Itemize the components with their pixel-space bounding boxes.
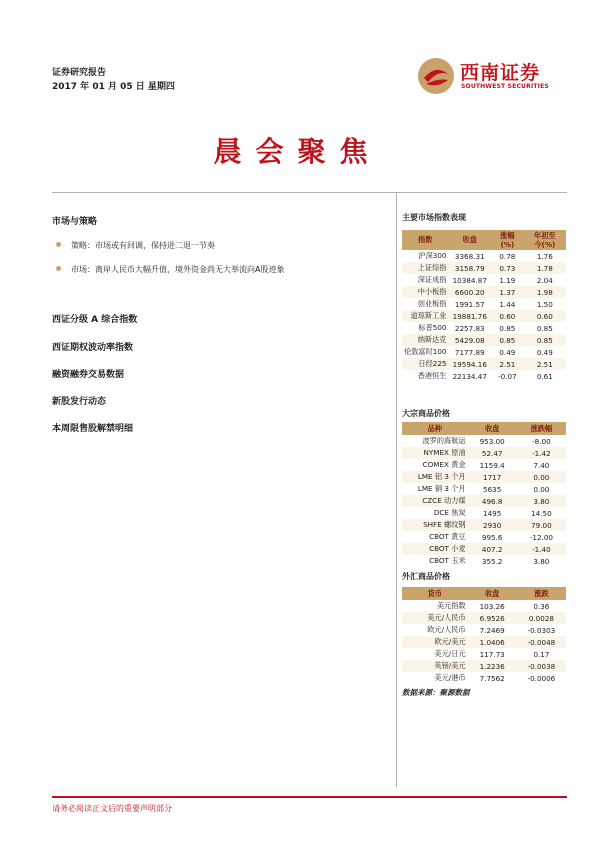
table-cell: 2.51	[491, 358, 524, 370]
table-row	[402, 507, 566, 519]
table-cell: SHFE 螺纹钢	[402, 519, 468, 531]
table-row	[402, 495, 566, 507]
table-row	[402, 250, 566, 262]
table-cell: 0.60	[524, 310, 566, 322]
table-row	[402, 660, 566, 672]
table-row	[402, 519, 566, 531]
footer-disclaimer: 请务必阅读正文后的重要声明部分	[52, 804, 172, 813]
table-cell: 355.2	[481, 556, 503, 566]
bullet-strategy	[56, 240, 215, 251]
header-divider	[52, 192, 567, 193]
table-cell: NYMEX 原油	[402, 447, 468, 459]
table-cell: 19881.76	[448, 310, 491, 322]
table-cell: 3.80	[517, 495, 566, 507]
report-header	[52, 66, 175, 94]
table-row	[402, 262, 566, 274]
report-type: 证券研究报告	[52, 68, 107, 78]
table-row	[402, 531, 566, 543]
table-cell: 美元/人民币	[402, 612, 468, 624]
table-cell: 1.50	[536, 299, 553, 309]
table-cell: 0.60	[491, 310, 524, 322]
table-cell: 美元/港币	[434, 673, 466, 682]
table-cell: CBOT 小麦	[402, 543, 468, 555]
table-cell: 1.78	[524, 262, 566, 274]
section-market-strategy: 市场与策略	[52, 217, 98, 227]
table-cell: 1.37	[491, 286, 524, 298]
table-row	[402, 322, 566, 334]
bullet-dot-icon	[56, 242, 61, 247]
table-cell: 创业板指	[417, 299, 447, 308]
indices-heading: 主要市场指数表现	[402, 213, 466, 222]
table-cell: 标普500	[418, 323, 447, 332]
table-cell: 0.85	[536, 323, 553, 333]
table-row	[402, 274, 566, 286]
table-row	[402, 435, 566, 447]
table-cell: 79.00	[517, 519, 566, 531]
table-cell: LME 铝 3 个月	[402, 471, 468, 483]
table-cell: 0.85	[491, 334, 524, 346]
table-cell: 0.49	[499, 347, 516, 357]
table-cell: 欧元/美元	[402, 636, 468, 648]
table-cell: 1495	[483, 508, 502, 518]
table-row	[402, 286, 566, 298]
table-cell: -0.07	[498, 371, 517, 381]
fx-table	[402, 587, 566, 684]
table-cell: 407.2	[468, 543, 517, 555]
table-cell: -0.0303	[527, 625, 556, 635]
table-row	[402, 555, 566, 567]
brand-name-en: SOUTHWEST SECURITIES	[461, 83, 549, 90]
table-row	[402, 612, 566, 624]
table-cell: 0.85	[524, 334, 566, 346]
table-cell: 496.8	[468, 495, 517, 507]
col-header: 收盘	[468, 422, 517, 435]
table-cell: CBOT 玉米	[429, 556, 466, 565]
table-cell: 995.6	[481, 532, 503, 542]
table-cell: 日经225	[402, 358, 448, 370]
table-cell: 1.44	[499, 299, 516, 309]
column-divider	[396, 192, 397, 787]
table-cell: 14.50	[531, 508, 552, 518]
table-cell: 1.0406	[468, 636, 517, 648]
table-cell: 6.9526	[468, 612, 517, 624]
table-row	[402, 471, 566, 483]
table-cell: 10384.87	[452, 275, 487, 285]
table-row	[402, 648, 566, 660]
table-cell: 52.47	[468, 447, 517, 459]
table-cell: -0.0038	[517, 660, 566, 672]
col-header: 涨跌幅	[517, 422, 566, 435]
table-cell: 英镑/美元	[402, 660, 468, 672]
table-row	[402, 459, 566, 471]
footer-divider	[52, 796, 567, 798]
table-cell: 沪深300	[418, 251, 447, 260]
table-cell: 0.85	[499, 323, 516, 333]
table-cell: 上证综指	[402, 262, 448, 274]
section-new-ipo[interactable]: 新股发行动态	[52, 397, 107, 407]
col-header: 年初至 今(%)	[524, 230, 566, 250]
table-cell: 7177.89	[454, 347, 485, 357]
table-cell: 117.73	[479, 649, 505, 659]
section-west-grade-a-index[interactable]: 西证分级 A 综合指数	[52, 315, 138, 325]
table-cell: 19594.16	[448, 358, 491, 370]
table-row	[402, 346, 566, 358]
table-row	[402, 636, 566, 648]
col-header: 涨跌	[517, 587, 566, 600]
fx-heading: 外汇商品价格	[402, 572, 450, 581]
table-row	[402, 447, 566, 459]
table-cell: 美元/日元	[434, 649, 466, 658]
table-cell: 0.17	[533, 649, 550, 659]
bullet-market-link[interactable]: 市场：离岸人民币大幅升值，境外资金尚无大举流向A股迹象	[71, 265, 285, 274]
table-cell: COMEX 黄金	[422, 460, 466, 469]
brand-name: 西南证券	[460, 62, 541, 84]
bullet-dot-icon	[56, 266, 61, 271]
table-row	[402, 483, 566, 495]
table-cell: 香港恒生	[417, 371, 447, 380]
table-cell: 1717	[468, 471, 517, 483]
table-cell: DCE 焦炭	[433, 508, 466, 517]
table-cell: 美元指数	[436, 601, 466, 610]
table-cell: 1.98	[524, 286, 566, 298]
table-cell: 伦敦富时100	[404, 347, 447, 356]
table-cell: -0.0048	[517, 636, 566, 648]
col-header: 货币	[402, 587, 468, 600]
section-margin-trading[interactable]: 融资融券交易数据	[52, 370, 125, 380]
report-date: 2017 年 01 月 05 日 星期四	[52, 82, 175, 92]
table-row	[402, 334, 566, 346]
table-row	[402, 358, 566, 370]
table-cell: 欧元/人民币	[427, 625, 466, 634]
table-cell: 1.19	[499, 275, 516, 285]
table-cell: 深证成指	[417, 275, 447, 284]
table-cell: 道琼斯工业	[402, 310, 448, 322]
table-cell: LME 铜 3 个月	[417, 484, 466, 493]
table-cell: 1.76	[536, 251, 553, 261]
table-cell: 2.04	[536, 275, 553, 285]
table-cell: 7.7562	[479, 673, 505, 683]
table-cell: 953.00	[479, 436, 505, 446]
data-source: 数据来源：聚源数据	[402, 688, 470, 697]
table-cell: -8.00	[532, 436, 551, 446]
table-cell: 103.26	[479, 601, 505, 611]
table-cell: CZCE 动力煤	[402, 495, 468, 507]
table-row	[402, 543, 566, 555]
table-cell: 7.40	[533, 460, 550, 470]
table-cell: 0.0028	[517, 612, 566, 624]
table-cell: -0.0006	[527, 673, 556, 683]
table-cell: CBOT 黄豆	[429, 532, 466, 541]
table-cell: 纳斯达克	[402, 334, 448, 346]
table-cell: 6600.20	[448, 286, 491, 298]
table-cell: 中小板指	[402, 286, 448, 298]
table-cell: 1991.57	[454, 299, 485, 309]
table-cell: 0.73	[491, 262, 524, 274]
table-row	[402, 624, 566, 636]
table-cell: 0.49	[536, 347, 553, 357]
table-cell: 1.2236	[468, 660, 517, 672]
col-header: 收盘	[448, 230, 491, 250]
col-header: 涨幅 (%)	[491, 230, 524, 250]
table-row	[402, 310, 566, 322]
table-row	[402, 370, 566, 382]
table-cell: 5429.08	[448, 334, 491, 346]
table-cell: 3158.79	[448, 262, 491, 274]
indices-table	[402, 230, 566, 382]
col-header: 指数	[402, 230, 448, 250]
table-cell: 3368.31	[454, 251, 485, 261]
table-cell: 7.2469	[479, 625, 505, 635]
table-cell: 0.36	[533, 601, 550, 611]
table-cell: -12.00	[529, 532, 553, 542]
col-header: 收盘	[468, 587, 517, 600]
table-cell: 3.80	[533, 556, 550, 566]
table-cell: -1.42	[517, 447, 566, 459]
table-row	[402, 600, 566, 612]
table-cell: 2257.83	[454, 323, 485, 333]
col-header: 品种	[402, 422, 468, 435]
table-cell: 0.61	[536, 371, 553, 381]
table-cell: 2.51	[524, 358, 566, 370]
table-cell: 0.00	[533, 484, 550, 494]
section-lockup-release[interactable]: 本周限售股解禁明细	[52, 424, 134, 434]
bullet-strategy-link[interactable]: 策略：市场或有回调，保持进二退一节奏	[71, 241, 215, 250]
table-cell: 22134.47	[452, 371, 487, 381]
table-cell: 1159.4	[479, 460, 505, 470]
section-west-option-volatility[interactable]: 西证期权波动率指数	[52, 343, 134, 353]
table-cell: -1.40	[517, 543, 566, 555]
table-cell: 波罗的海航运	[422, 436, 466, 445]
brand-emblem-icon	[416, 56, 456, 96]
table-cell: 0.78	[499, 251, 516, 261]
table-cell: 2930	[468, 519, 517, 531]
table-cell: 5635	[483, 484, 502, 494]
page-title: 晨会聚焦	[213, 135, 382, 168]
commodities-table	[402, 422, 566, 567]
table-row	[402, 298, 566, 310]
brand-logo	[416, 56, 566, 96]
table-row	[402, 672, 566, 684]
bullet-market	[56, 264, 284, 275]
commodities-heading: 大宗商品价格	[402, 409, 450, 418]
table-cell: 0.00	[517, 471, 566, 483]
